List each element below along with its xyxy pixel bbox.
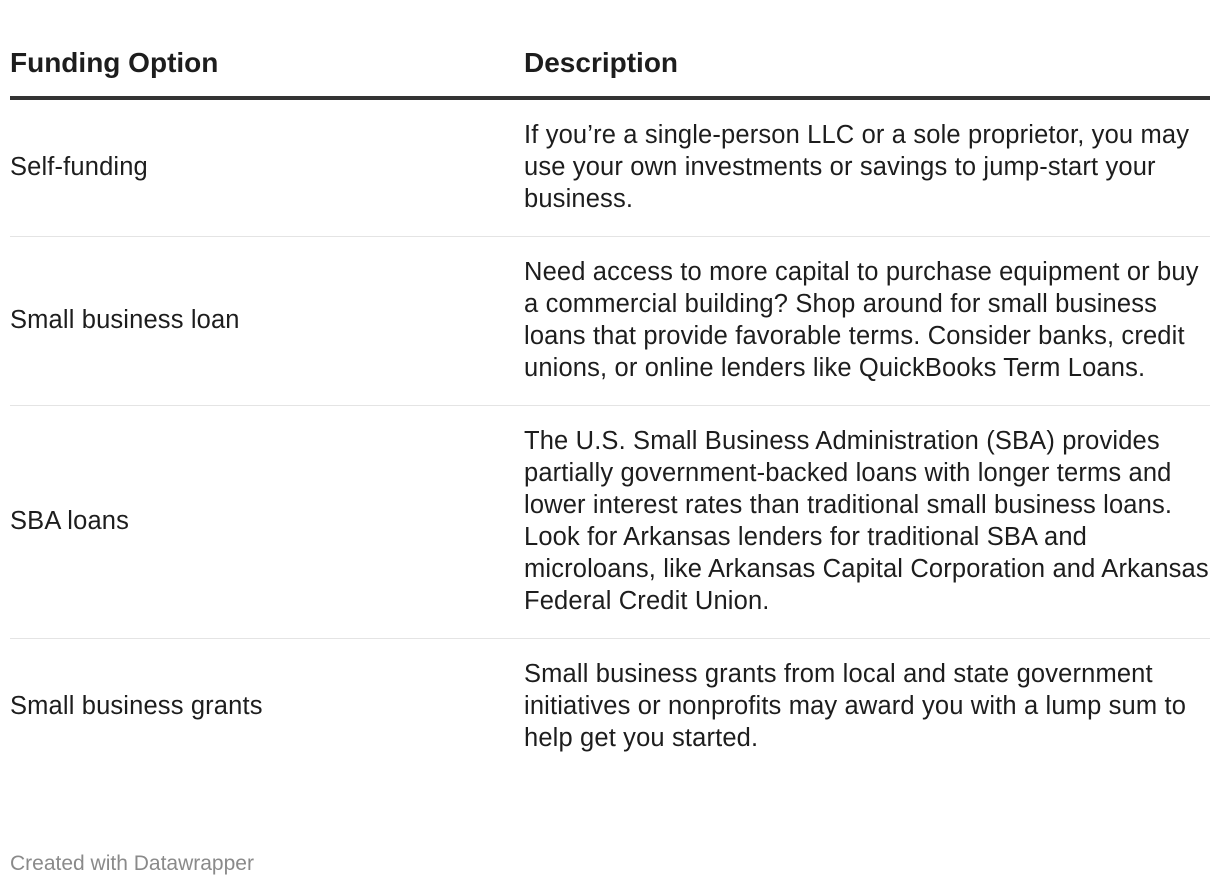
column-header-description: Description (524, 40, 1210, 98)
funding-option-cell: Small business loan (10, 237, 524, 406)
description-cell: If you’re a single-person LLC or a sole proprietor, you may use your own investments or savings to jump-start your business. (524, 98, 1210, 237)
column-header-funding-option: Funding Option (10, 40, 524, 98)
table-row (10, 98, 1210, 237)
funding-options-table-container (10, 40, 1210, 775)
funding-options-table (10, 40, 1210, 775)
description-cell: Need access to more capital to purchase equipment or buy a commercial building? Shop around for small business loans that provide favorable terms. Consider banks, credit unions, or online lenders like QuickBooks Term Loans. (524, 237, 1210, 406)
datawrapper-credit: Created with Datawrapper (10, 852, 254, 875)
header-row (10, 40, 1210, 98)
table-row (10, 639, 1210, 776)
funding-option-cell: Self-funding (10, 98, 524, 237)
table-header (10, 40, 1210, 98)
description-cell: Small business grants from local and state government initiatives or nonprofits may award you with a lump sum to help get you started. (524, 660, 1187, 752)
funding-option-cell: SBA loans (10, 406, 524, 639)
table-body (10, 98, 1210, 775)
table-row (10, 406, 1210, 639)
funding-option-cell: Small business grants (10, 692, 263, 720)
table-row (10, 237, 1210, 406)
description-cell: The U.S. Small Business Administration (SBA) provides partially government-backed loans with longer terms and lower interest rates than traditional small business loans. Look for Arkansas lenders for traditional SBA and microloans, like Arkansas Capital Corporation and Arkansas Federal Credit Union. (524, 406, 1210, 639)
